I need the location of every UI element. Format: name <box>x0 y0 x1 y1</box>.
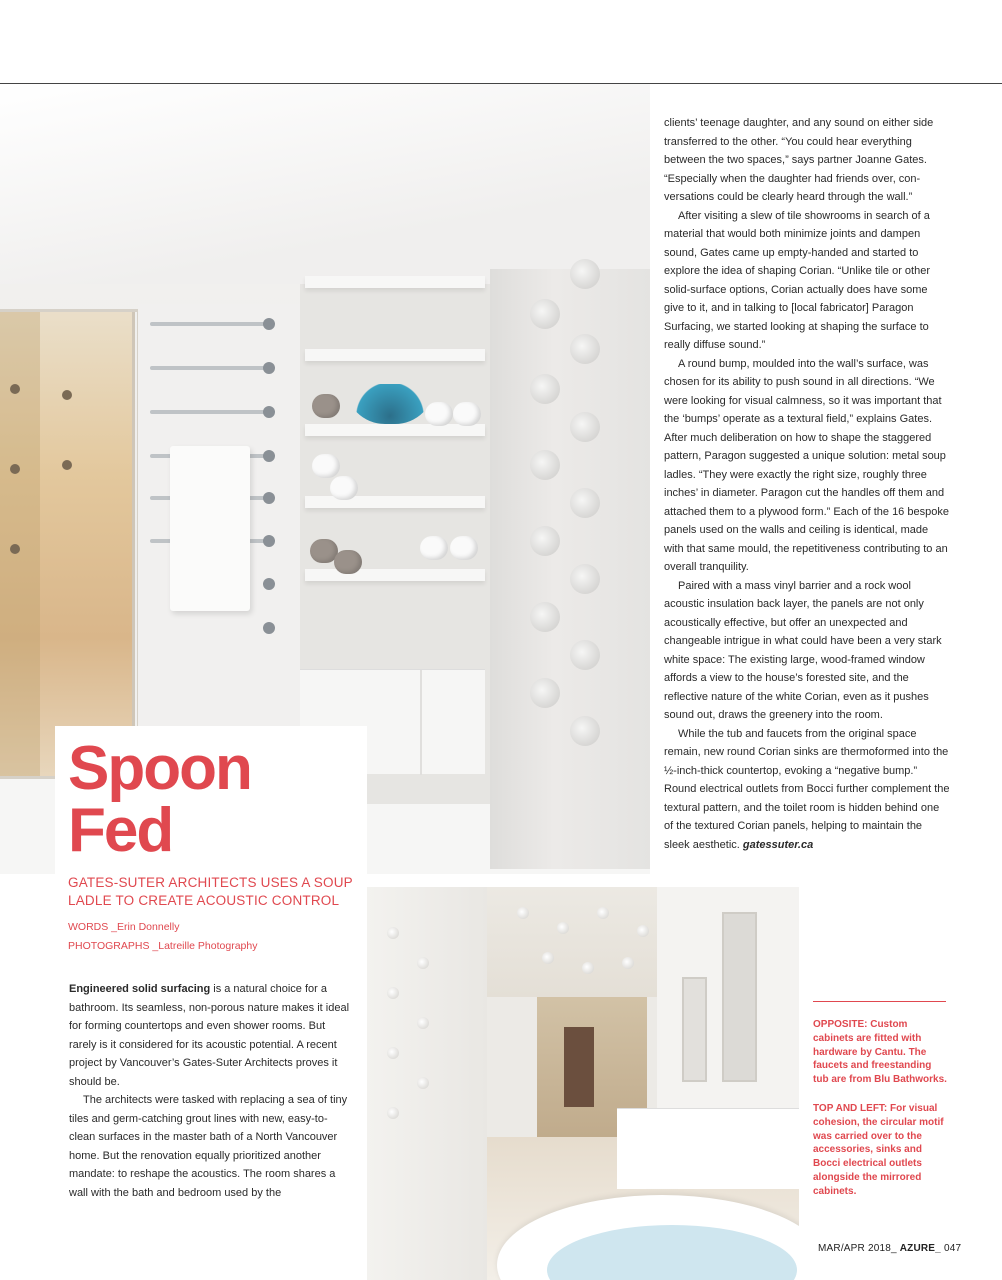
photo-knob <box>263 492 275 504</box>
photo-shower-frame <box>0 309 140 779</box>
photo-bump <box>10 464 20 474</box>
photo-corian-bump <box>387 1047 399 1059</box>
body-paragraph: A round bump, moulded into the wall’s surface, was chosen for its ability to push sound in all directions. “We were looking for visual calmness, so it was important that the ‘bumps’ operate as a textural field,” explains Gates. After much deliberation on how to shape the staggered pattern, Paragon suggested a unique solution: metal soup ladles. “They were exactly the right size, roughly three inches’ in diameter. Paragon cut the handles off them and attached them to a plywood form.” Each of the 16 bespoke panels used on the walls and ceiling is identical, made with that same mould, the repetitiveness contributing to an overall tranquility. <box>664 357 949 573</box>
headline-line-1: Spoon <box>68 734 251 803</box>
body-paragraph <box>664 725 950 855</box>
photo-corian-bump <box>530 602 560 632</box>
photo-towel-roll <box>420 536 448 560</box>
photo-ceiling <box>0 84 650 284</box>
folio-magazine: AZURE_ <box>899 1243 941 1254</box>
photo-corian-bump <box>530 299 560 329</box>
photo-doorway <box>564 1027 594 1107</box>
photo-knob <box>263 406 275 418</box>
photo-towel-roll <box>312 394 340 418</box>
photo-bump <box>10 544 20 554</box>
photo-corian-bump <box>530 450 560 480</box>
master-bath-photo <box>367 887 799 1280</box>
deck-subtitle: GATES-SUTER ARCHITECTS USES A SOUP LADLE TO CREATE ACOUSTIC CONTROL <box>68 875 353 908</box>
photo-towel-roll <box>312 454 340 478</box>
photo-mirror-cabinet <box>722 912 757 1082</box>
body-paragraph: The architects were tasked with replacing a sea of tiny tiles and germ-catching grout lines with new, easy-to-clean surfaces in the master bath of a North Vancouver home. But the renovation equally prioritized another mandate: to reshape the acoustics. The room shares a wall with the bath and bedroom used by the <box>69 1094 348 1199</box>
photo-corian-bump <box>517 907 529 919</box>
photo-bump <box>62 390 72 400</box>
photo-corian-bump <box>570 488 600 518</box>
photo-corian-bump <box>570 334 600 364</box>
photo-corian-bump <box>530 526 560 556</box>
photo-corian-bump <box>570 640 600 670</box>
left-body-column <box>69 980 351 1202</box>
photo-shelf <box>305 349 485 361</box>
photo-towel-roll <box>425 402 453 426</box>
caption-rule <box>813 1001 946 1002</box>
photo-shelf <box>305 424 485 436</box>
photo-knob <box>263 578 275 590</box>
folio-page-number: 047 <box>943 1243 962 1254</box>
photo-corian-bump <box>530 678 560 708</box>
photo-corian-bump <box>597 907 609 919</box>
photo-corian-bump <box>387 987 399 999</box>
photo-hanging-towel <box>170 446 250 611</box>
website-signoff: gatessuter.ca <box>742 838 814 851</box>
body-paragraph <box>69 980 351 1091</box>
headline-line-2: Fed <box>68 796 173 865</box>
photo-corian-bump <box>387 927 399 939</box>
photo-corian-bump <box>542 952 554 964</box>
folio-issue: MAR/APR 2018_ <box>818 1243 897 1254</box>
photo-corian-bump <box>417 957 429 969</box>
photo-towel-roll <box>450 536 478 560</box>
photo-corian-bump <box>637 925 649 937</box>
photo-towel-bar <box>150 322 270 326</box>
photo-knob <box>263 362 275 374</box>
photo-corian-panel <box>490 269 650 869</box>
photo-corian-bump <box>557 922 569 934</box>
photo-towel-roll <box>453 402 481 426</box>
photo-shelf <box>305 496 485 508</box>
body-paragraph: Paired with a mass vinyl barrier and a rock wool acoustic insulation back layer, the panels are not only acoustically effective, but offer an unexpected and changeable intrigue in what could have been a very stark white space: The existing large, wood-framed window affords a view to the house’s forested site, and the reflective nature of the white Corian, even as it pushes sound out, draws the greenery into the room. <box>664 579 942 721</box>
photo-shelf <box>305 569 485 581</box>
photo-corian-bump <box>570 412 600 442</box>
paragraph-text: is a natural choice for a bathroom. Its seamless, non-porous nature makes it ideal for forming countertops and even shower rooms. But rarely is it considered for its acoustic potential. A recent project by Vancouver’s Gates-Suter Architects proves it should be. <box>69 983 350 1088</box>
body-paragraph: clients’ teenage daughter, and any sound on either side transferred to the other. “You could hear everything between the two spaces,” says partner Joanne Gates. “Especially when the daughter had friends over, con-versations could be clearly heard through the wall.” <box>664 117 934 203</box>
photo-knob <box>263 318 275 330</box>
photo-shelf <box>305 276 485 288</box>
photo-towel-roll <box>334 550 362 574</box>
lead-in: Engineered solid surfacing <box>69 983 211 995</box>
photo-corian-bump <box>570 259 600 289</box>
photo-corian-bump <box>417 1017 429 1029</box>
photo-mirror-cabinet <box>682 977 707 1082</box>
photo-bump <box>10 384 20 394</box>
photo-corian-bump <box>582 962 594 974</box>
paragraph-text: While the tub and faucets from the original space remain, new round Corian sinks are thermoformed into the ½-inch-thick countertop, evoking a “negative bump.” Round electrical outlets from Bocci further complement the textural pattern, and the toilet room is hidden behind one of the textured Corian panels, helping to maintain the sleek aesthetic. <box>664 727 950 851</box>
right-body-column <box>664 114 950 854</box>
words-credit: WORDS _Erin Donnelly <box>68 921 180 933</box>
photo-towel-bar <box>150 366 270 370</box>
photo-corian-bump <box>387 1107 399 1119</box>
photo-knob <box>263 450 275 462</box>
photo-corian-bump <box>530 374 560 404</box>
caption-top-and-left: TOP AND LEFT: For visual cohesion, the circular motif was carried over to the accessories, sinks and Bocci electrical outlets alongside the mirrored cabinets. <box>813 1103 944 1197</box>
photo-corian-bump <box>417 1077 429 1089</box>
photo-corian-bump <box>622 957 634 969</box>
photo-knob <box>263 622 275 634</box>
photo-corian-bump <box>570 564 600 594</box>
page-folio <box>818 1243 961 1254</box>
photo-towel-roll <box>330 476 358 500</box>
photo-vanity <box>617 1109 799 1189</box>
caption-opposite: OPPOSITE: Custom cabinets are fitted with hardware by Cantu. The faucets and freestanding tub are from Blu Bathworks. <box>813 1019 947 1086</box>
photo-bump <box>62 460 72 470</box>
photographs-credit: PHOTOGRAPHS _Latreille Photography <box>68 940 258 952</box>
photo-knob <box>263 535 275 547</box>
body-paragraph: After visiting a slew of tile showrooms in search of a material that would both minimize joints and dampen sound, Gates came up empty-handed and started to explore the idea of shaping Corian. “Unlike tile or other solid-surface options, Corian actually does have some give to it, and in talking to [local fabricator] Paragon Surfacing, we started looking at shaping the surface to really diffuse sound.” <box>664 209 930 351</box>
photo-towel-bar <box>150 410 270 414</box>
photo-corian-bump <box>570 716 600 746</box>
